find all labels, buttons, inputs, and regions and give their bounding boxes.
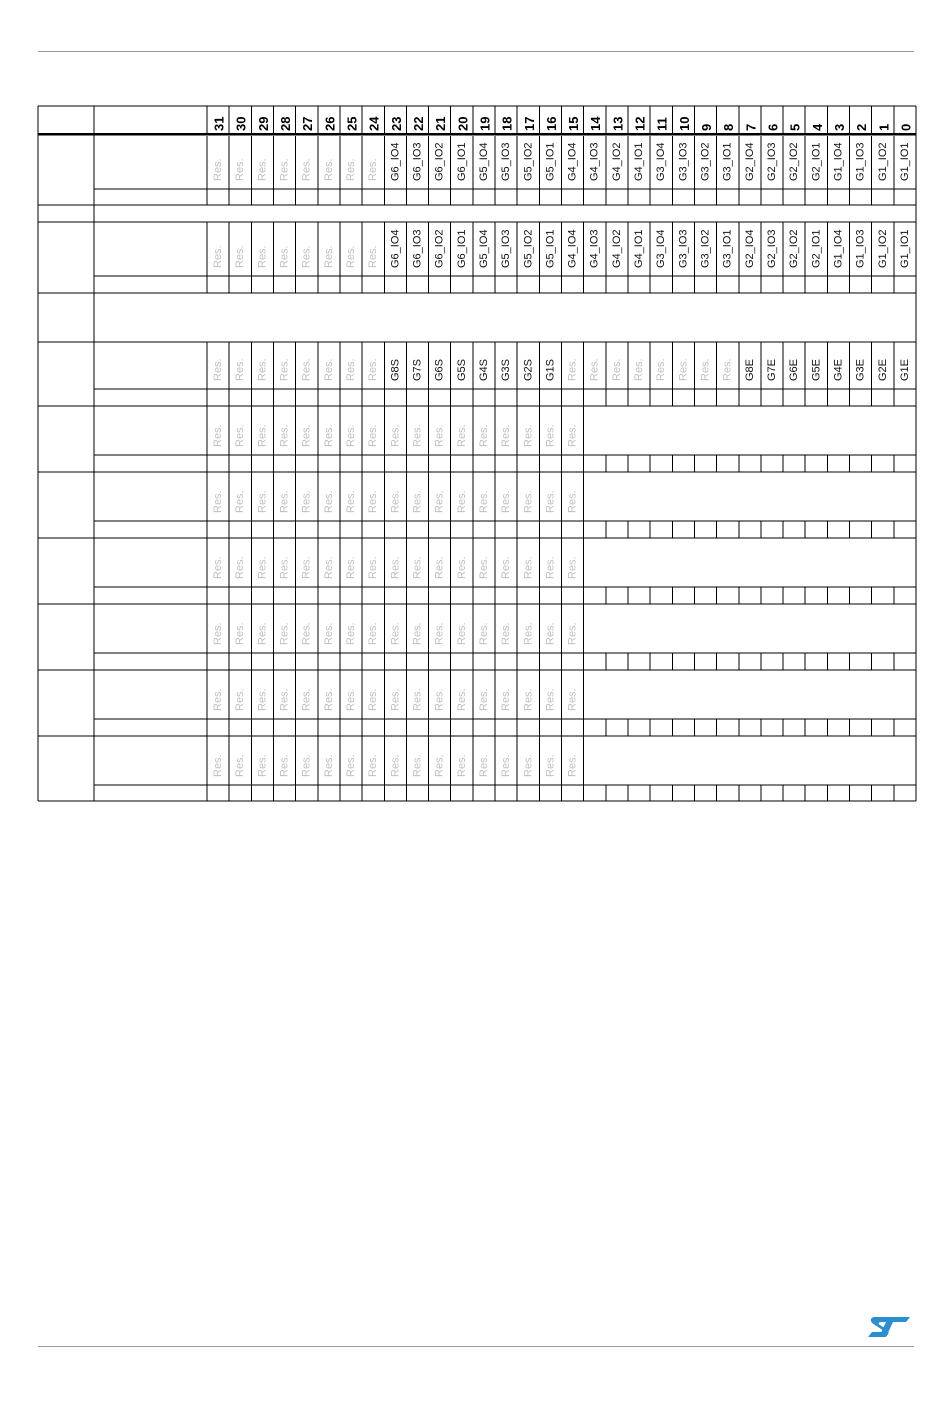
reserved-bit-label: Res.	[477, 490, 490, 513]
field-label-g2s: G2S	[522, 358, 535, 381]
reserved-bit-label: Res.	[278, 358, 291, 381]
reserved-bit-label: Res.	[300, 424, 313, 447]
bit-number-8: 8	[721, 123, 737, 131]
reserved-bit-label: Res.	[367, 688, 380, 711]
field-label-g2_io4: G2_IO4	[743, 229, 756, 268]
reserved-bit-label: Res.	[566, 556, 579, 579]
reserved-bit-label: Res.	[588, 358, 601, 381]
field-label-g1_io1: G1_IO1	[898, 229, 911, 268]
field-label-g1e: G1E	[898, 358, 911, 381]
field-label-g2_io2: G2_IO2	[788, 229, 801, 268]
bit-number-20: 20	[455, 116, 471, 131]
reserved-bit-label: Res.	[234, 754, 247, 777]
bit-number-10: 10	[676, 116, 692, 131]
reserved-bit-label: Res.	[212, 424, 225, 447]
field-label-g2e: G2E	[876, 358, 889, 381]
reserved-bit-label: Res.	[411, 490, 424, 513]
reserved-bit-label: Res.	[256, 245, 269, 268]
field-label-g8s: G8S	[389, 358, 402, 381]
reserved-bit-label: Res.	[256, 358, 269, 381]
reserved-bit-label: Res.	[566, 688, 579, 711]
reserved-bit-label: Res.	[500, 688, 513, 711]
reserved-bit-label: Res.	[256, 424, 269, 447]
field-label-g8e: G8E	[743, 358, 756, 381]
reserved-bit-label: Res.	[566, 424, 579, 447]
reserved-bit-label: Res.	[477, 622, 490, 645]
bit-number-24: 24	[366, 116, 382, 131]
reserved-bit-label: Res.	[522, 556, 535, 579]
reserved-bit-label: Res.	[234, 556, 247, 579]
field-label-g2_io4: G2_IO4	[743, 142, 756, 181]
st-logo-icon	[866, 1313, 914, 1341]
field-label-g5_io2: G5_IO2	[522, 229, 535, 268]
field-label-g2_io1: G2_IO1	[810, 229, 823, 268]
reserved-bit-label: Res.	[345, 556, 358, 579]
reserved-bit-label: Res.	[522, 688, 535, 711]
reserved-bit-label: Res.	[411, 688, 424, 711]
reserved-bit-label: Res.	[389, 688, 402, 711]
reserved-bit-label: Res.	[433, 754, 446, 777]
reserved-bit-label: Res.	[433, 688, 446, 711]
reserved-bit-label: Res.	[566, 622, 579, 645]
reserved-bit-label: Res.	[322, 688, 335, 711]
reserved-bit-label: Res.	[345, 754, 358, 777]
bit-number-14: 14	[588, 116, 604, 131]
reserved-bit-label: Res.	[433, 490, 446, 513]
reserved-bit-label: Res.	[345, 158, 358, 181]
reserved-bit-label: Res.	[256, 158, 269, 181]
reserved-bit-label: Res.	[212, 245, 225, 268]
reserved-bit-label: Res.	[367, 424, 380, 447]
field-label-g6_io3: G6_IO3	[411, 229, 424, 268]
field-label-g6s: G6S	[433, 358, 446, 381]
bit-number-21: 21	[433, 116, 449, 131]
reserved-bit-label: Res.	[256, 490, 269, 513]
reserved-bit-label: Res.	[345, 622, 358, 645]
field-label-g1_io4: G1_IO4	[832, 142, 845, 181]
field-label-g3_io1: G3_IO1	[721, 142, 734, 181]
field-label-g6_io1: G6_IO1	[455, 229, 468, 268]
reserved-bit-label: Res.	[300, 490, 313, 513]
reserved-bit-label: Res.	[433, 622, 446, 645]
reserved-bit-label: Res.	[522, 424, 535, 447]
reserved-bit-label: Res.	[455, 622, 468, 645]
reserved-bit-label: Res.	[389, 622, 402, 645]
reserved-bit-label: Res.	[322, 622, 335, 645]
reserved-bit-label: Res.	[367, 490, 380, 513]
reserved-bit-label: Res.	[411, 622, 424, 645]
reserved-bit-label: Res.	[367, 556, 380, 579]
reserved-bit-label: Res.	[322, 358, 335, 381]
field-label-g3_io4: G3_IO4	[655, 229, 668, 268]
field-label-g6_io2: G6_IO2	[433, 229, 446, 268]
bit-number-23: 23	[388, 116, 404, 131]
field-label-g5_io1: G5_IO1	[544, 229, 557, 268]
reserved-bit-label: Res.	[699, 358, 712, 381]
field-label-g4_io2: G4_IO2	[610, 229, 623, 268]
reserved-bit-label: Res.	[345, 358, 358, 381]
field-label-g7s: G7S	[411, 358, 424, 381]
reserved-bit-label: Res.	[367, 245, 380, 268]
bit-number-3: 3	[831, 123, 847, 131]
reserved-bit-label: Res.	[389, 556, 402, 579]
reserved-bit-label: Res.	[322, 556, 335, 579]
reserved-bit-label: Res.	[300, 556, 313, 579]
reserved-bit-label: Res.	[212, 556, 225, 579]
bit-number-15: 15	[566, 116, 582, 131]
reserved-bit-label: Res.	[566, 754, 579, 777]
field-label-g3_io2: G3_IO2	[699, 142, 712, 181]
field-label-g3_io1: G3_IO1	[721, 229, 734, 268]
reserved-bit-label: Res.	[278, 424, 291, 447]
bit-number-0: 0	[898, 123, 914, 131]
reserved-bit-label: Res.	[234, 158, 247, 181]
reserved-bit-label: Res.	[544, 688, 557, 711]
bit-number-27: 27	[300, 116, 316, 131]
reserved-bit-label: Res.	[278, 158, 291, 181]
reserved-bit-label: Res.	[544, 622, 557, 645]
field-label-g4s: G4S	[477, 358, 490, 381]
bit-number-11: 11	[654, 117, 670, 131]
bit-number-7: 7	[743, 123, 759, 131]
field-label-g1_io2: G1_IO2	[876, 229, 889, 268]
reserved-bit-label: Res.	[544, 556, 557, 579]
reserved-bit-label: Res.	[300, 245, 313, 268]
field-label-g2_io3: G2_IO3	[765, 229, 778, 268]
reserved-bit-label: Res.	[477, 424, 490, 447]
field-label-g2_io3: G2_IO3	[765, 142, 778, 181]
reserved-bit-label: Res.	[300, 754, 313, 777]
field-label-g3_io3: G3_IO3	[677, 142, 690, 181]
field-label-g4_io3: G4_IO3	[588, 142, 601, 181]
reserved-bit-label: Res.	[389, 754, 402, 777]
bit-number-19: 19	[477, 116, 493, 131]
reserved-bit-label: Res.	[212, 358, 225, 381]
field-label-g3_io4: G3_IO4	[655, 142, 668, 181]
reserved-bit-label: Res.	[477, 556, 490, 579]
field-label-g5_io2: G5_IO2	[522, 142, 535, 181]
reserved-bit-label: Res.	[433, 424, 446, 447]
reserved-bit-label: Res.	[345, 245, 358, 268]
field-label-g3_io3: G3_IO3	[677, 229, 690, 268]
bit-number-2: 2	[854, 123, 870, 131]
field-label-g6e: G6E	[788, 358, 801, 381]
reserved-bit-label: Res.	[256, 688, 269, 711]
field-label-g5s: G5S	[455, 358, 468, 381]
reserved-bit-label: Res.	[234, 424, 247, 447]
reserved-bit-label: Res.	[522, 754, 535, 777]
bit-number-29: 29	[255, 116, 271, 131]
reserved-bit-label: Res.	[345, 688, 358, 711]
reserved-bit-label: Res.	[256, 622, 269, 645]
reserved-bit-label: Res.	[256, 556, 269, 579]
field-label-g5_io3: G5_IO3	[500, 142, 513, 181]
reserved-bit-label: Res.	[500, 424, 513, 447]
reserved-bit-label: Res.	[411, 556, 424, 579]
reserved-bit-label: Res.	[256, 754, 269, 777]
reserved-bit-label: Res.	[633, 358, 646, 381]
bit-number-17: 17	[521, 116, 537, 131]
field-label-g7e: G7E	[765, 358, 778, 381]
field-label-g4e: G4E	[832, 358, 845, 381]
bit-number-1: 1	[876, 123, 892, 131]
reserved-bit-label: Res.	[455, 490, 468, 513]
reserved-bit-label: Res.	[389, 424, 402, 447]
bit-number-25: 25	[344, 116, 360, 131]
reserved-bit-label: Res.	[367, 158, 380, 181]
field-label-g4_io1: G4_IO1	[633, 142, 646, 181]
reserved-bit-label: Res.	[212, 754, 225, 777]
reserved-bit-label: Res.	[500, 556, 513, 579]
reserved-bit-label: Res.	[234, 490, 247, 513]
reserved-bit-label: Res.	[500, 622, 513, 645]
field-label-g5_io1: G5_IO1	[544, 142, 557, 181]
reserved-bit-label: Res.	[455, 688, 468, 711]
reserved-bit-label: Res.	[234, 622, 247, 645]
field-label-g5_io4: G5_IO4	[477, 142, 490, 181]
field-label-g4_io3: G4_IO3	[588, 229, 601, 268]
field-label-g5_io4: G5_IO4	[477, 229, 490, 268]
reserved-bit-label: Res.	[322, 158, 335, 181]
reserved-bit-label: Res.	[566, 358, 579, 381]
reserved-bit-label: Res.	[522, 622, 535, 645]
reserved-bit-label: Res.	[433, 556, 446, 579]
bit-number-9: 9	[699, 123, 715, 131]
field-label-g6_io3: G6_IO3	[411, 142, 424, 181]
field-label-g3s: G3S	[500, 358, 513, 381]
field-label-g4_io2: G4_IO2	[610, 142, 623, 181]
reserved-bit-label: Res.	[544, 754, 557, 777]
field-label-g6_io4: G6_IO4	[389, 229, 402, 268]
bit-number-12: 12	[632, 116, 648, 131]
field-label-g4_io4: G4_IO4	[566, 142, 579, 181]
reserved-bit-label: Res.	[300, 688, 313, 711]
reserved-bit-label: Res.	[500, 754, 513, 777]
reserved-bit-label: Res.	[500, 490, 513, 513]
bit-number-28: 28	[278, 116, 294, 131]
reserved-bit-label: Res.	[367, 358, 380, 381]
reserved-bit-label: Res.	[278, 490, 291, 513]
reserved-bit-label: Res.	[544, 424, 557, 447]
reserved-bit-label: Res.	[322, 245, 335, 268]
reserved-bit-label: Res.	[367, 622, 380, 645]
reserved-bit-label: Res.	[345, 490, 358, 513]
reserved-bit-label: Res.	[455, 556, 468, 579]
field-label-g1_io4: G1_IO4	[832, 229, 845, 268]
reserved-bit-label: Res.	[522, 490, 535, 513]
reserved-bit-label: Res.	[322, 754, 335, 777]
reserved-bit-label: Res.	[322, 424, 335, 447]
field-label-g1_io3: G1_IO3	[854, 229, 867, 268]
field-label-g2_io2: G2_IO2	[788, 142, 801, 181]
reserved-bit-label: Res.	[345, 424, 358, 447]
field-label-g6_io1: G6_IO1	[455, 142, 468, 181]
reserved-bit-label: Res.	[367, 754, 380, 777]
field-label-g5_io3: G5_IO3	[500, 229, 513, 268]
reserved-bit-label: Res.	[278, 754, 291, 777]
reserved-bit-label: Res.	[212, 688, 225, 711]
footer-rule	[38, 1346, 914, 1347]
field-label-g1s: G1S	[544, 358, 557, 381]
reserved-bit-label: Res.	[300, 622, 313, 645]
reserved-bit-label: Res.	[300, 158, 313, 181]
reserved-bit-label: Res.	[677, 358, 690, 381]
reserved-bit-label: Res.	[566, 490, 579, 513]
field-label-g6_io4: G6_IO4	[389, 142, 402, 181]
reserved-bit-label: Res.	[544, 490, 557, 513]
field-label-g1_io3: G1_IO3	[854, 142, 867, 181]
reserved-bit-label: Res.	[389, 490, 402, 513]
reserved-bit-label: Res.	[322, 490, 335, 513]
reserved-bit-label: Res.	[234, 688, 247, 711]
bit-number-13: 13	[610, 116, 626, 131]
bit-number-5: 5	[787, 123, 803, 131]
field-label-g3_io2: G3_IO2	[699, 229, 712, 268]
reserved-bit-label: Res.	[477, 688, 490, 711]
field-label-g5e: G5E	[810, 358, 823, 381]
bit-number-4: 4	[809, 123, 825, 131]
field-label-g6_io2: G6_IO2	[433, 142, 446, 181]
reserved-bit-label: Res.	[610, 358, 623, 381]
reserved-bit-label: Res.	[411, 754, 424, 777]
field-label-g4_io1: G4_IO1	[633, 229, 646, 268]
reserved-bit-label: Res.	[212, 158, 225, 181]
bit-number-22: 22	[410, 116, 426, 131]
reserved-bit-label: Res.	[278, 622, 291, 645]
reserved-bit-label: Res.	[234, 358, 247, 381]
reserved-bit-label: Res.	[455, 424, 468, 447]
bit-number-30: 30	[233, 116, 249, 131]
reserved-bit-label: Res.	[278, 556, 291, 579]
field-label-g3e: G3E	[854, 358, 867, 381]
reserved-bit-label: Res.	[655, 358, 668, 381]
reserved-bit-label: Res.	[234, 245, 247, 268]
field-label-g1_io2: G1_IO2	[876, 142, 889, 181]
reserved-bit-label: Res.	[300, 358, 313, 381]
bit-number-26: 26	[322, 116, 338, 131]
field-label-g1_io1: G1_IO1	[898, 142, 911, 181]
reserved-bit-label: Res.	[477, 754, 490, 777]
reserved-bit-label: Res.	[278, 688, 291, 711]
reserved-bit-label: Res.	[212, 490, 225, 513]
reserved-bit-label: Res.	[455, 754, 468, 777]
bit-number-16: 16	[543, 116, 559, 131]
bit-number-31: 31	[211, 116, 227, 131]
reserved-bit-label: Res.	[212, 622, 225, 645]
field-label-g4_io4: G4_IO4	[566, 229, 579, 268]
reserved-bit-label: Res.	[278, 245, 291, 268]
reserved-bit-label: Res.	[411, 424, 424, 447]
bit-number-18: 18	[499, 116, 515, 131]
reserved-bit-label: Res.	[721, 358, 734, 381]
field-label-g2_io1: G2_IO1	[810, 142, 823, 181]
bit-number-6: 6	[765, 123, 781, 131]
